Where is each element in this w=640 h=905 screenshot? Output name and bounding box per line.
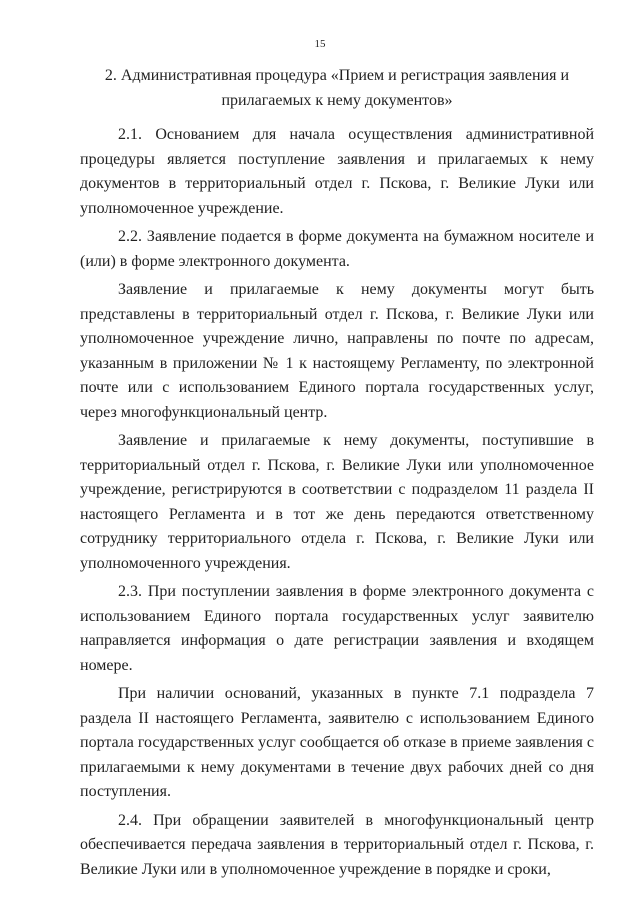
document-body bbox=[80, 123, 594, 882]
paragraph-submission-methods: Заявление и прилагаемые к нему документы могут быть представлены в территориальный отдел г. Пскова, г. Великие Луки или уполномоченное учреждение лично, направлены по почте по адресам, указанным в приложении № 1 к настоящему Регламенту, по электронной почте или с использованием Единого портала государственных услуг, через многофункциональный центр. bbox=[80, 281, 594, 421]
paragraph-refusal: При наличии оснований, указанных в пункте 7.1 подраздела 7 раздела II настоящего Регламента, заявителю с использованием Единого портала государственных услуг сообщается об отказе в приеме заявления с прилагаемыми к нему документами в течение двух рабочих дней со дня поступления. bbox=[80, 685, 594, 800]
paragraph-2-4: 2.4. При обращении заявителей в многофункциональный центр обеспечивается передача заявления в территориальный отдел г. Пскова, г. Великие Луки или в уполномоченное учреждение в порядке и сроки, bbox=[80, 811, 594, 878]
paragraph-2-1: 2.1. Основанием для начала осуществления административной процедуры является поступление заявления и прилагаемых к нему документов в территориальный отдел г. Пскова, г. Великие Луки или уполномоченное учреждение. bbox=[80, 126, 594, 217]
paragraph-2-3: 2.3. При поступлении заявления в форме электронного документа с использованием Единого портала государственных услуг заявителю направляется информация о дате регистрации заявления и входящем номере. bbox=[80, 583, 594, 674]
paragraph-2-2: 2.2. Заявление подается в форме документа на бумажном носителе и (или) в форме электронного документа. bbox=[80, 228, 594, 270]
page-number: 15 bbox=[314, 38, 326, 50]
section-title: 2. Административная процедура «Прием и регистрация заявления и прилагаемых к нему документов» bbox=[104, 67, 570, 109]
paragraph-registration: Заявление и прилагаемые к нему документы, поступившие в территориальный отдел г. Пскова, г. Великие Луки или уполномоченное учреждение, регистрируются в соответствии с подразделом 11 раздела II настоящего Регламента и в тот же день передаются ответственному сотруднику территориального отдела г. Пскова, г. Великие Луки или уполномоченного учреждения. bbox=[80, 432, 594, 572]
